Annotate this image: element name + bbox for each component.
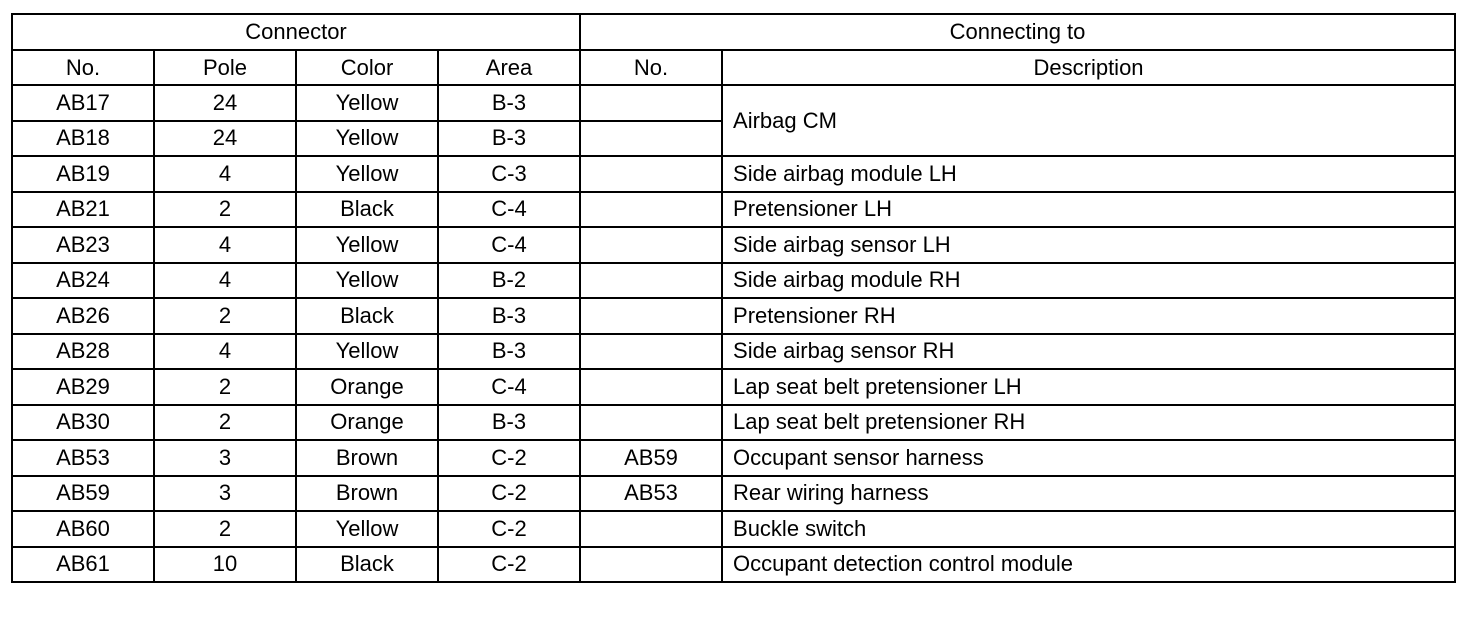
cell-color: Orange xyxy=(296,405,438,441)
table-row xyxy=(12,85,1455,121)
cell-area: C-2 xyxy=(438,511,580,547)
table-row xyxy=(12,405,1455,441)
cell-area: C-3 xyxy=(438,156,580,192)
cell-area: B-3 xyxy=(438,298,580,334)
table-row xyxy=(12,334,1455,370)
cell-description: Rear wiring harness xyxy=(722,476,1455,512)
cell-area: C-4 xyxy=(438,227,580,263)
cell-to-no xyxy=(580,405,722,441)
cell-description: Side airbag module RH xyxy=(722,263,1455,299)
cell-pole: 2 xyxy=(154,192,296,228)
column-header-row xyxy=(12,50,1455,85)
cell-color: Brown xyxy=(296,476,438,512)
cell-pole: 2 xyxy=(154,298,296,334)
cell-to-no xyxy=(580,121,722,157)
cell-to-no xyxy=(580,85,722,121)
cell-pole: 4 xyxy=(154,227,296,263)
cell-area: C-2 xyxy=(438,547,580,583)
cell-pole: 4 xyxy=(154,156,296,192)
table-row xyxy=(12,298,1455,334)
column-header-pole: Pole xyxy=(154,50,296,85)
cell-area: B-2 xyxy=(438,263,580,299)
cell-pole: 4 xyxy=(154,334,296,370)
cell-no: AB30 xyxy=(12,405,154,441)
cell-to-no xyxy=(580,298,722,334)
cell-description: Pretensioner LH xyxy=(722,192,1455,228)
cell-no: AB28 xyxy=(12,334,154,370)
cell-description: Airbag CM xyxy=(722,85,1455,156)
column-header-no: No. xyxy=(12,50,154,85)
cell-no: AB60 xyxy=(12,511,154,547)
table-row xyxy=(12,440,1455,476)
column-header-area: Area xyxy=(438,50,580,85)
cell-color: Yellow xyxy=(296,156,438,192)
cell-area: B-3 xyxy=(438,121,580,157)
cell-pole: 2 xyxy=(154,511,296,547)
cell-color: Yellow xyxy=(296,511,438,547)
cell-no: AB21 xyxy=(12,192,154,228)
cell-color: Yellow xyxy=(296,121,438,157)
cell-area: C-4 xyxy=(438,192,580,228)
table-row xyxy=(12,192,1455,228)
cell-color: Brown xyxy=(296,440,438,476)
cell-to-no xyxy=(580,263,722,299)
cell-pole: 10 xyxy=(154,547,296,583)
cell-color: Yellow xyxy=(296,263,438,299)
cell-no: AB24 xyxy=(12,263,154,299)
table-row xyxy=(12,263,1455,299)
cell-area: B-3 xyxy=(438,334,580,370)
cell-description: Side airbag sensor RH xyxy=(722,334,1455,370)
connector-table xyxy=(11,13,1456,583)
cell-to-no: AB59 xyxy=(580,440,722,476)
cell-to-no: AB53 xyxy=(580,476,722,512)
cell-pole: 2 xyxy=(154,405,296,441)
cell-no: AB19 xyxy=(12,156,154,192)
cell-description: Side airbag module LH xyxy=(722,156,1455,192)
cell-area: C-2 xyxy=(438,440,580,476)
cell-to-no xyxy=(580,511,722,547)
table-row xyxy=(12,227,1455,263)
cell-to-no xyxy=(580,192,722,228)
cell-pole: 3 xyxy=(154,476,296,512)
cell-area: C-2 xyxy=(438,476,580,512)
cell-no: AB29 xyxy=(12,369,154,405)
column-header-description: Description xyxy=(722,50,1455,85)
cell-area: C-4 xyxy=(438,369,580,405)
cell-area: B-3 xyxy=(438,85,580,121)
cell-pole: 2 xyxy=(154,369,296,405)
cell-color: Yellow xyxy=(296,334,438,370)
cell-pole: 4 xyxy=(154,263,296,299)
cell-no: AB18 xyxy=(12,121,154,157)
cell-to-no xyxy=(580,334,722,370)
cell-no: AB59 xyxy=(12,476,154,512)
cell-description: Lap seat belt pretensioner RH xyxy=(722,405,1455,441)
cell-no: AB17 xyxy=(12,85,154,121)
column-header-to-no: No. xyxy=(580,50,722,85)
table-row xyxy=(12,369,1455,405)
cell-area: B-3 xyxy=(438,405,580,441)
cell-color: Yellow xyxy=(296,227,438,263)
cell-description: Pretensioner RH xyxy=(722,298,1455,334)
cell-no: AB23 xyxy=(12,227,154,263)
cell-to-no xyxy=(580,547,722,583)
table-body xyxy=(12,85,1455,582)
cell-pole: 3 xyxy=(154,440,296,476)
cell-description: Occupant detection control module xyxy=(722,547,1455,583)
connecting-group-header: Connecting to xyxy=(580,14,1455,50)
cell-pole: 24 xyxy=(154,121,296,157)
table-row xyxy=(12,156,1455,192)
table-row xyxy=(12,511,1455,547)
table-row xyxy=(12,547,1455,583)
cell-description: Occupant sensor harness xyxy=(722,440,1455,476)
cell-no: AB61 xyxy=(12,547,154,583)
cell-description: Lap seat belt pretensioner LH xyxy=(722,369,1455,405)
cell-pole: 24 xyxy=(154,85,296,121)
cell-color: Black xyxy=(296,547,438,583)
cell-to-no xyxy=(580,156,722,192)
cell-no: AB53 xyxy=(12,440,154,476)
cell-description: Side airbag sensor LH xyxy=(722,227,1455,263)
cell-color: Black xyxy=(296,192,438,228)
table-row xyxy=(12,476,1455,512)
cell-description: Buckle switch xyxy=(722,511,1455,547)
column-header-color: Color xyxy=(296,50,438,85)
cell-no: AB26 xyxy=(12,298,154,334)
group-header-row xyxy=(12,14,1455,50)
cell-color: Yellow xyxy=(296,85,438,121)
cell-color: Black xyxy=(296,298,438,334)
cell-color: Orange xyxy=(296,369,438,405)
cell-to-no xyxy=(580,227,722,263)
cell-to-no xyxy=(580,369,722,405)
connector-group-header: Connector xyxy=(12,14,580,50)
